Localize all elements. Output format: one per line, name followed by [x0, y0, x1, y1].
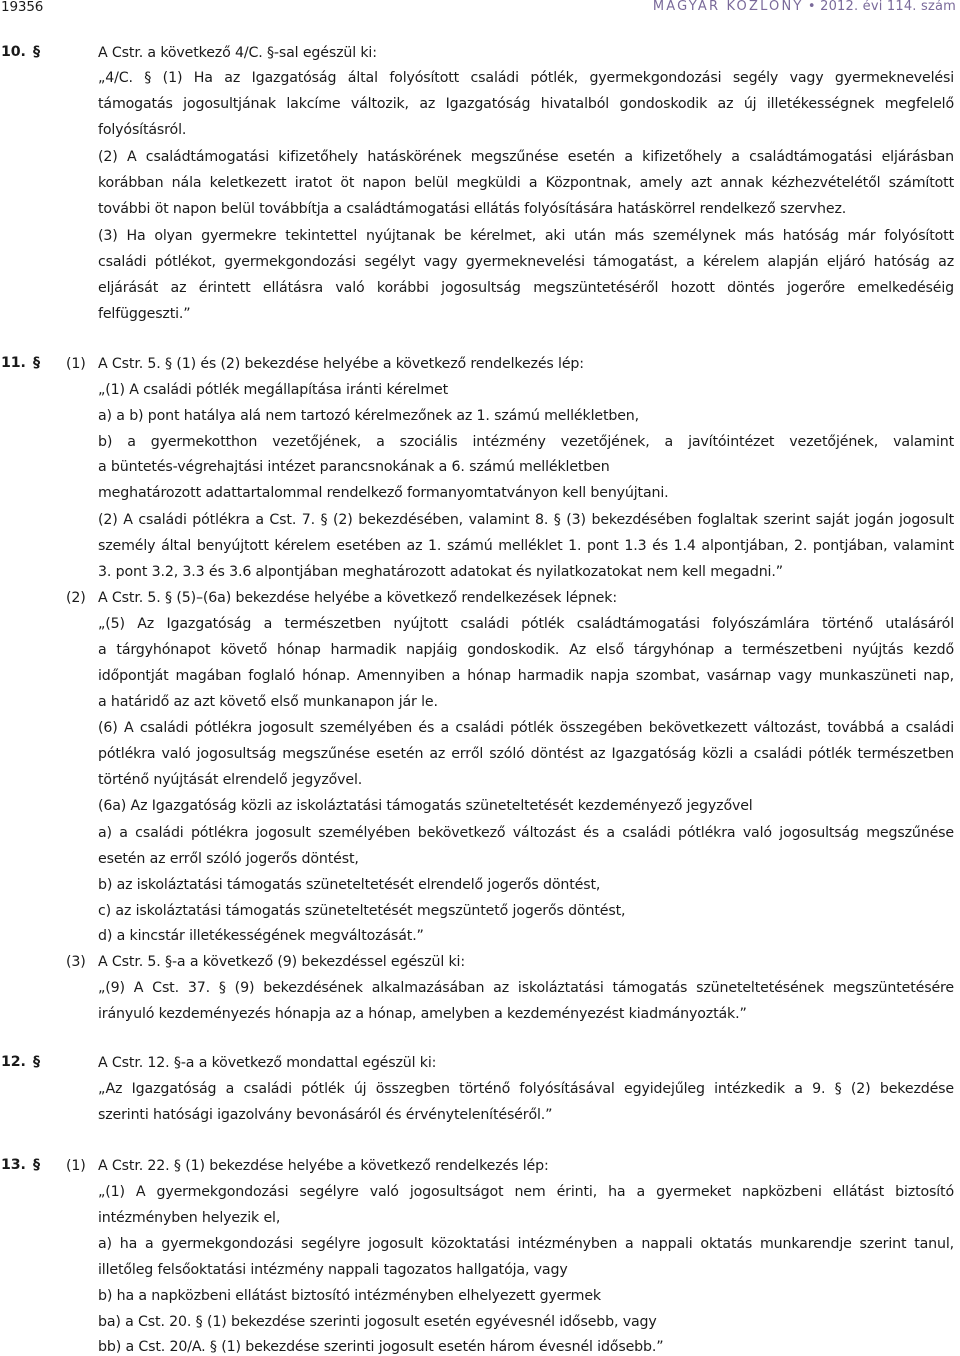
section-11-line: b) a gyermekotthon vezetőjének, a szociális intézmény vezetőjének, a javítóintézet vezetőjének, valamint: [98, 434, 954, 450]
section-13-line: illetőleg felsőoktatási intézmény nappali tagozatos hallgatója, vagy: [98, 1262, 568, 1278]
section-13-line: A Cstr. 22. § (1) bekezdése helyébe a következő rendelkezés lép:: [98, 1158, 549, 1174]
section-11-line: esetén az erről szóló jogerős döntést,: [98, 851, 359, 867]
section-11-line: c) az iskoláztatási támogatás szüneteltetését megszüntető jogerős döntést,: [98, 903, 626, 919]
section-11-line: a) a b) pont hatálya alá nem tartozó kérelmezőnek az 1. számú mellékletben,: [98, 408, 639, 424]
page-number: 19356: [1, 0, 44, 15]
section-13-line: bb) a Cst. 20/A. § (1) bekezdése szerinti jogosult esetén három évesnél idősebb.”: [98, 1339, 664, 1355]
section-11-line: a tárgyhónapot követő hónap harmadik napjáig gondoskodik. Az első tárgyhónap a természetbeni nyújtás kezdő: [98, 642, 954, 658]
section-10-line: „4/C. § (1) Ha az Igazgatóság által folyósított családi pótlék, gyermekgondozási segély vagy gyermeknevelési: [98, 70, 954, 86]
section-13-line: ba) a Cst. 20. § (1) bekezdése szerinti jogosult esetén egyévesnél idősebb, vagy: [98, 1314, 657, 1330]
section-11-line: A Cstr. 5. § (5)–(6a) bekezdése helyébe a következő rendelkezések lépnek:: [98, 590, 617, 606]
section-10-line: korábban nála keletkezett iratot öt napon belül megküldi a Központnak, amely azt annak kézhezvételétől számított: [98, 175, 954, 191]
section-11-line: „(9) A Cst. 37. § (9) bekezdésének alkalmazásában az iskoláztatási támogatás szüneteltetésének megszüntetésére: [98, 980, 954, 996]
section-13-subsection-1: (1): [66, 1158, 86, 1174]
section-11-line: a) a családi pótlékra jogosult személyében bekövetkező változást és a családi pótlékra való jogosultság megszűnése: [98, 825, 954, 841]
section-10-line: (2) A családtámogatási kifizetőhely hatáskörének megszűnése esetén a kifizetőhely a családtámogatási eljárásban: [98, 149, 954, 165]
section-12-number: 12.: [1, 1054, 26, 1070]
section-11-line: A Cstr. 5. §-a a következő (9) bekezdéssel egészül ki:: [98, 954, 465, 970]
section-10-line: támogatás jogosultjának lakcíme változik, az Igazgatóság hivatalból gondoskodik az új illetékességnek megfelelő: [98, 96, 954, 112]
section-10-line: eljárását az érintett ellátásra való korábbi jogosultság megszüntetéséről hozott döntés jogerőre emelkedéséig: [98, 280, 954, 296]
section-13-line: „(1) A gyermekgondozási segélyre való jogosultságot nem érinti, ha a gyermeket napközbeni ellátást biztosító: [98, 1184, 954, 1200]
section-11-line: „(5) Az Igazgatóság a természetben nyújtott családi pótlék családtámogatási folyószámlára történő utalásáról: [98, 616, 954, 632]
section-11-line: a határidő az azt követő első munkanapon jár le.: [98, 694, 438, 710]
section-13-number: 13.: [1, 1157, 26, 1173]
section-12-line: A Cstr. 12. §-a a következő mondattal egészül ki:: [98, 1055, 437, 1071]
section-12-line: szerinti hatósági igazolvány bevonásáról és érvénytelenítéséről.”: [98, 1107, 553, 1123]
section-13-line: intézményben helyezik el,: [98, 1210, 281, 1226]
section-10-line: további öt napon belül továbbítja a családtámogatási ellátás folyósítására hatáskörrel rendelkező szervhez.: [98, 201, 847, 217]
section-11-line: meghatározott adattartalommal rendelkező formanyomtatványon kell benyújtani.: [98, 485, 669, 501]
section-11-line: b) az iskoláztatási támogatás szüneteltetését elrendelő jogerős döntést,: [98, 877, 601, 893]
section-11-line: (6) A családi pótlékra jogosult személyében és a családi pótlék összegében bekövetkezett változást, továbbá a családi: [98, 720, 954, 736]
section-10-line: (3) Ha olyan gyermekre tekintettel nyújtanak be kérelmet, aki után más személynek más hatóság már folyósított: [98, 228, 954, 244]
section-11-subsection-2: (2): [66, 590, 86, 606]
section-11-subsection-3: (3): [66, 954, 86, 970]
section-10-line: folyósításról.: [98, 122, 187, 138]
section-11-line: d) a kincstár illetékességének megváltozását.”: [98, 928, 424, 944]
section-10-line: felfüggeszti.”: [98, 306, 191, 322]
section-11-line: A Cstr. 5. § (1) és (2) bekezdése helyébe a következő rendelkezés lép:: [98, 356, 584, 372]
journal-issue: • 2012. évi 114. szám: [807, 0, 956, 14]
section-11-paragraph-sign: §: [33, 355, 40, 371]
section-11-subsection-1: (1): [66, 356, 86, 372]
section-11-line: pótlékra való jogosultság megszűnése esetén az erről szóló döntést az Igazgatóság közli a családi pótlék természetben: [98, 746, 954, 762]
section-11-line: irányuló kezdeményezés hónapja az a hónap, amelyben a kezdeményezést kiadmányozták.”: [98, 1006, 747, 1022]
journal-header: [653, 0, 956, 14]
section-12-paragraph-sign: §: [33, 1054, 40, 1070]
section-10-line: családi pótlékot, gyermekgondozási segélyt vagy gyermeknevelési támogatást, a kérelem alapján eljáró hatóság az: [98, 254, 954, 270]
section-11-line: „(1) A családi pótlék megállapítása iránti kérelmet: [98, 382, 448, 398]
section-11-line: a büntetés-végrehajtási intézet parancsnokának a 6. számú mellékletben: [98, 459, 610, 475]
section-13-line: a) ha a gyermekgondozási segélyre jogosult közoktatási intézményben a nappali oktatás munkarendje szerint tanul,: [98, 1236, 954, 1252]
page-header: [0, 0, 960, 16]
journal-title: MAGYAR KÖZLÖNY: [652, 0, 804, 14]
section-11-line: 3. pont 3.2, 3.3 és 3.6 alpontjában meghatározott adatokat és nyilatkozatokat nem kell megadni.”: [98, 564, 783, 580]
section-13-paragraph-sign: §: [33, 1157, 40, 1173]
section-10-paragraph-sign: §: [33, 44, 40, 60]
section-13-line: b) ha a napközbeni ellátást biztosító intézményben elhelyezett gyermek: [98, 1288, 601, 1304]
section-12-line: „Az Igazgatóság a családi pótlék új összegben történő folyósításával egyidejűleg intézkedik a 9. § (2) bekezdése: [98, 1081, 954, 1097]
section-11-line: (6a) Az Igazgatóság közli az iskoláztatási támogatás szüneteltetését kezdeményező jegyzővel: [98, 798, 753, 814]
section-10-number: 10.: [1, 44, 26, 60]
section-11-line: személy által benyújtott kérelem esetében az 1. számú melléklet 1. pont 1.3 és 1.4 alpontjában, 2. pontjában, valamint: [98, 538, 954, 554]
section-11-line: történő nyújtását elrendelő jegyzővel.: [98, 772, 363, 788]
section-11-line: (2) A családi pótlékra a Cst. 7. § (2) bekezdésében, valamint 8. § (3) bekezdésében foglaltak szerint saját jogán jogosult: [98, 512, 954, 528]
section-10-intro: A Cstr. a következő 4/C. §-sal egészül ki:: [98, 45, 377, 61]
section-11-number: 11.: [1, 355, 26, 371]
section-11-line: időpontját magában foglaló hónap. Amennyiben a hónap harmadik napja szombat, vasárnap vagy munkaszüneti nap,: [98, 668, 954, 684]
